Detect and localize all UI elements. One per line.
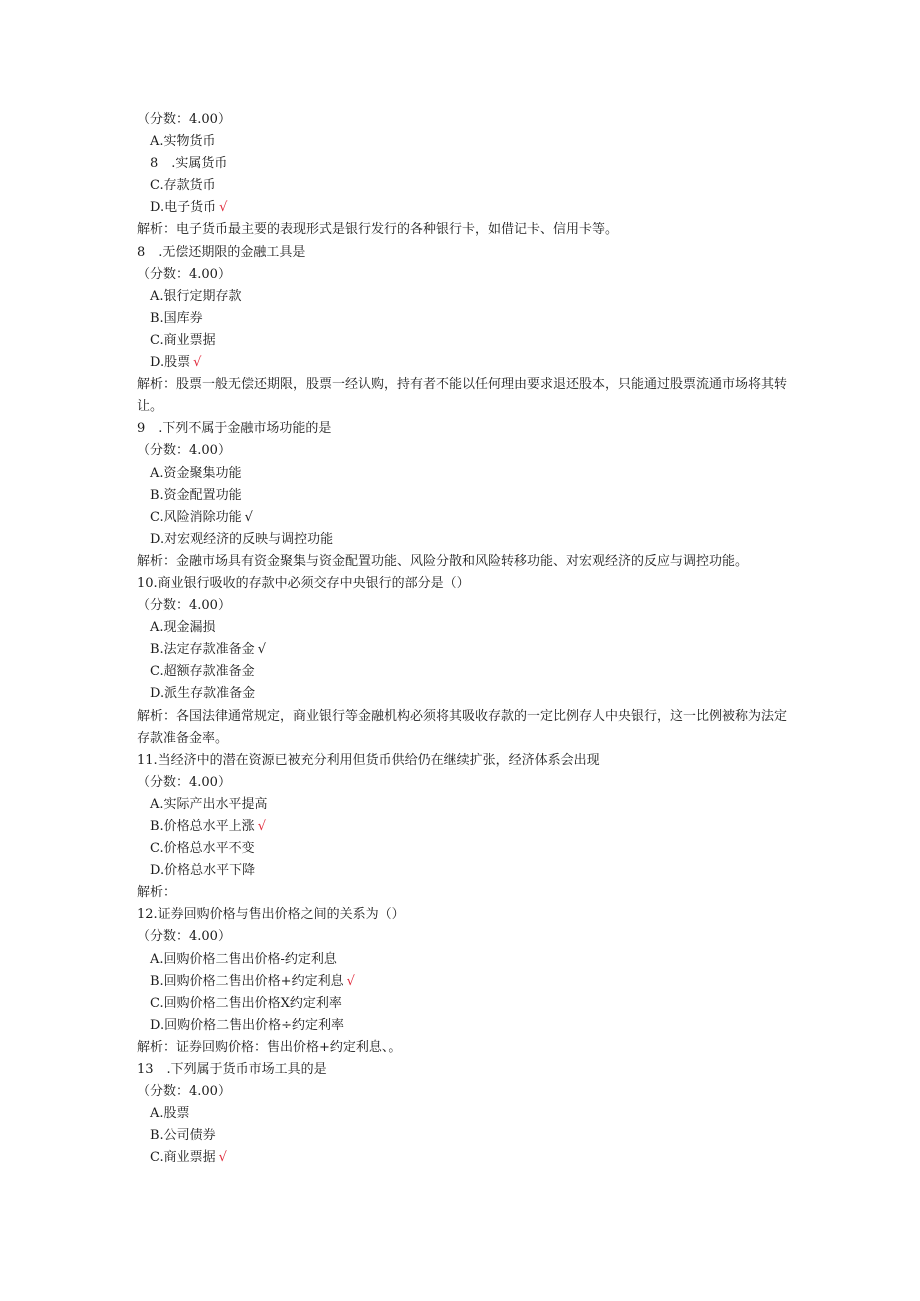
option-d: D.对宏观经济的反映与调控功能 — [150, 531, 334, 547]
option-b: B.公司债券 — [150, 1128, 216, 1144]
check-mark-icon: √ — [219, 200, 228, 216]
option-d: D.电子货币 √ — [150, 200, 228, 216]
analysis-line: 解析： — [137, 885, 177, 901]
analysis-line: 解析：电子货币最主要的表现形式是银行发行的各种银行卡，如借记卡、信用卡等。 — [137, 222, 619, 238]
score-line: （分数：4.00） — [137, 266, 231, 282]
option-a: A.股票 — [150, 1106, 190, 1122]
analysis-line: 解析：金融市场具有资金聚集与资金配置功能、风险分散和风险转移功能、对宏观经济的反应与调控功能。 — [137, 553, 749, 569]
option-c: C.商业票据 √ — [150, 1150, 227, 1166]
option-a: A.现金漏损 — [150, 620, 216, 636]
option-d: D.回购价格二售出价格÷约定利率 — [150, 1017, 344, 1033]
option-b: B.法定存款准备金 √ — [150, 642, 266, 658]
question-9: 9 .下列不属于金融市场功能的是 — [137, 421, 332, 437]
option-b: B.回购价格二售出价格+约定利息 √ — [150, 973, 355, 989]
question-10: 10.商业银行吸收的存款中必须交存中央银行的部分是（） — [137, 575, 470, 591]
check-mark-icon: √ — [257, 642, 266, 658]
score-line: （分数：4.00） — [137, 443, 231, 459]
score-line: （分数：4.00） — [137, 598, 231, 614]
option-c: C.存款货币 — [150, 178, 216, 194]
question-8: 8 .无偿还期限的金融工具是 — [137, 244, 306, 260]
option-c: C.回购价格二售出价格X约定利率 — [150, 995, 342, 1011]
analysis-line: 解析：各国法律通常规定，商业银行等金融机构必须将其吸收存款的一定比例存人中央银行，这一比例被称为法定存款准备金率。 — [137, 708, 788, 746]
score-line: （分数：4.00） — [137, 929, 231, 945]
question-13: 13 .下列属于货币市场工具的是 — [137, 1062, 327, 1078]
option-a: A.资金聚集功能 — [150, 465, 242, 481]
check-mark-icon: √ — [193, 355, 202, 371]
option-a: A.银行定期存款 — [150, 288, 242, 304]
option-a: A.回购价格二售出价格-约定利息 — [150, 951, 337, 967]
option-c: C.风险消除功能 √ — [150, 509, 253, 525]
option-b: B.价格总水平上涨 √ — [150, 819, 266, 834]
option-a: A.实际产出水平提高 — [150, 796, 268, 812]
option-d: D.股票 √ — [150, 355, 202, 371]
option-d: D.派生存款准备金 — [150, 686, 256, 702]
option-c: C.商业票据 — [150, 332, 216, 348]
analysis-line: 解析：证券回购价格：售出价格+约定利息、。 — [137, 1039, 402, 1055]
score-line: （分数：4.00） — [137, 774, 231, 790]
option-b: B.资金配置功能 — [150, 487, 242, 503]
question-12: 12.证券回购价格与售出价格之间的关系为（） — [137, 907, 405, 923]
check-mark-icon: √ — [244, 509, 253, 525]
option-a: A.实物货币 — [150, 134, 216, 150]
option-c: C.超额存款准备金 — [150, 664, 255, 680]
option-d: D.价格总水平下降 — [150, 863, 256, 879]
option-c: C.价格总水平不变 — [150, 841, 255, 857]
score-line: （分数：4.00） — [137, 112, 231, 127]
check-mark-icon: √ — [257, 819, 266, 834]
check-mark-icon: √ — [346, 973, 355, 989]
option-b: B.国库券 — [150, 310, 203, 326]
score-line: （分数：4.00） — [137, 1084, 231, 1100]
question-11: 11.当经济中的潜在资源已被充分利用但货币供给仍在继续扩张，经济体系会出现 — [137, 752, 600, 768]
check-mark-icon: √ — [218, 1150, 227, 1166]
document-page — [137, 109, 787, 1170]
option-b: 8 .实属货币 — [150, 156, 228, 172]
analysis-line: 解析：股票一般无偿还期限，股票一经认购，持有者不能以任何理由要求退还股本，只能通过股票流通市场将其转让。 — [137, 377, 788, 415]
